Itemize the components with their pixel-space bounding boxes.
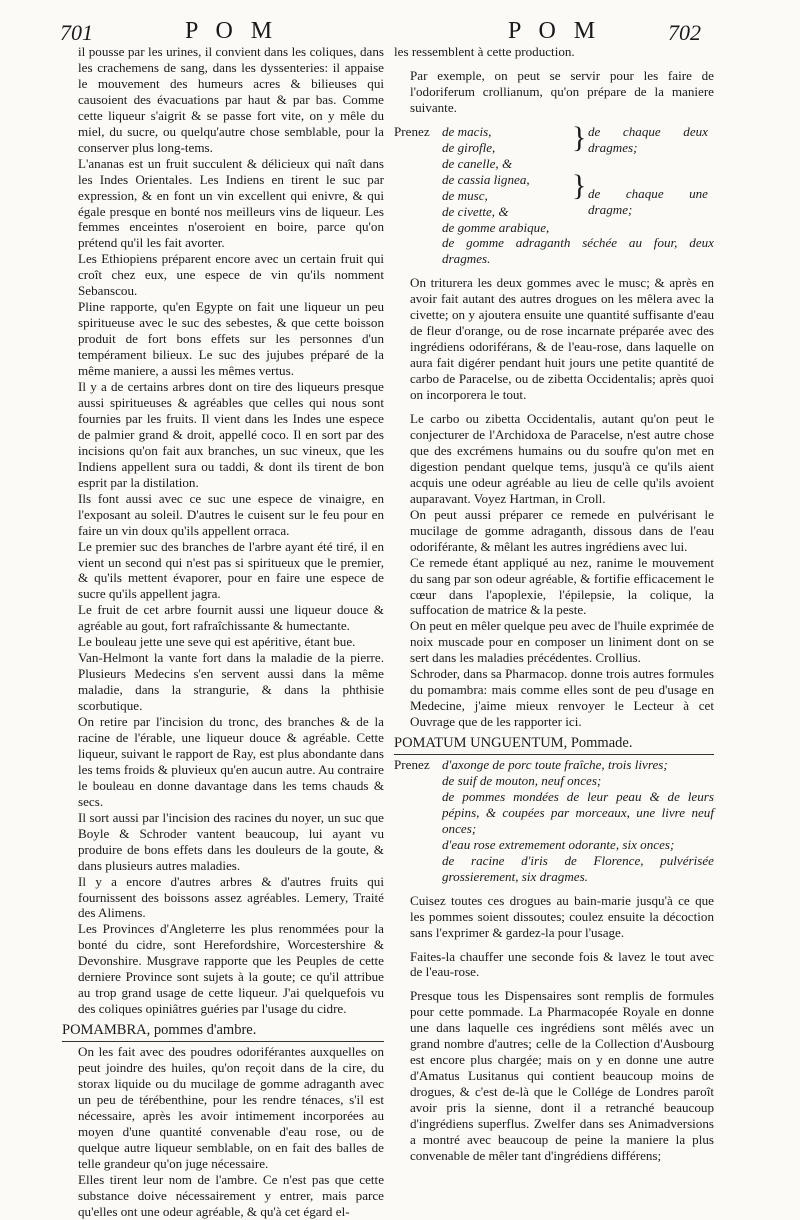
paragraph: Par exemple, on peut se servir pour les faire de l'odoriferum crollianum, qu'on prépare de la maniere suivante. <box>410 67 714 115</box>
paragraph: Le carbo ou zibetta Occidentalis, autant qu'on peut le conjecturer de l'Archidoxa de Paracelse, n'est autre chose que des excrémens humains ou du soufre qu'on met en digestion pendant quelque tems, jusqu'à ce qu'ils aient acquis une odeur agréable au lieu de celle qu'ils avoient auparavant. Voyez Hartman, in Croll. <box>410 411 714 506</box>
paragraph: Ils font aussi avec ce suc une espece de vinaigre, en l'exposant au soleil. D'autres le cuisent sur le feu pour en faire un vin doux qu'ils appellent orraca. <box>78 490 384 538</box>
right-page-number: 702 <box>668 20 701 45</box>
section-heading-pomambra: POMAMBRA, pommes d'ambre. <box>62 1023 384 1042</box>
recipe-line: de girofle, <box>442 139 496 155</box>
paragraph: Schroder, dans sa Pharmacop. donne trois autres formules du pomambra: mais comme elles sont de peu d'usage en Medecine, j'aime mieux renvoyer le Lecteur à cet Ouvrage que de les rapporter ici. <box>410 666 714 730</box>
paragraph: il pousse par les urines, il convient dans les coliques, dans les crachemens de sang, dans les dyssenteries: il appaise le mouvement des humeurs acres & bilieuses qui causoient des évacuations par haut & par bas. Comme cette liqueur s'aigrit & se passe fort vite, on y mêle du miel, du sucre, ou quelqu'autre chose semblable, pour la conserver plus long-tems. <box>78 44 384 155</box>
recipe-line: de gomme adraganth séchée au four, deux dragmes. <box>442 235 714 267</box>
recipe-quantity: de chaque deux dragmes; <box>588 123 708 155</box>
recipe-line: de civette, & <box>442 203 509 219</box>
right-running-head: P O M <box>508 18 602 44</box>
recipe-line: de racine d'iris de Florence, pulvérisée grossierement, six dragmes. <box>442 852 714 884</box>
recipe-line: de gomme arabique, <box>442 219 550 235</box>
paragraph: Cuisez toutes ces drogues au bain-marie jusqu'à ce que les pommes soient dissoutes; coulez ensuite la décoction sans l'exprimer & gardez-la pour l'usage. <box>410 892 714 940</box>
paragraph: Van-Helmont la vante fort dans la maladie de la pierre. Plusieurs Medecins s'en servent aussi dans la même maladie, dans la strangurie, & dans la phthisie scorbutique. <box>78 650 384 714</box>
paragraph: Le premier suc des branches de l'arbre ayant été tiré, il en vient un second qui n'est pas si spiritueux que le premier, & qu'ils mettent évaporer, pour en faire une espece de sucre qu'ils appellent jagra. <box>78 538 384 602</box>
paragraph: les ressemblent à cette production. <box>394 44 575 59</box>
paragraph: Ce remede étant appliqué au nez, ranime le mouvement du sang par son odeur agréable, & fortifie efficacement le cœur dans l'apoplexie, l'épilepsie, la colique, la suffocation de matrice & la peste. <box>410 554 714 618</box>
recipe-lead: Prenez <box>394 757 430 773</box>
paragraph: Il y a de certains arbres dont on tire des liqueurs presque aussi spiritueuses & agréables que celles qui nous sont fournies par les fruits. Il vient dans les Indes une espece de palmier grand & droit, appellé coco. Il en sort par des incisions qu'on fait aux branches, un suc vineux, que les Indiens appellent sura ou taddi, & dont ils tirent de bon esprit par la distilation. <box>78 379 384 490</box>
left-running-head: P O M <box>185 18 279 44</box>
recipe-line: d'axonge de porc toute fraîche, trois livres; <box>442 757 668 773</box>
left-page-number: 701 <box>60 20 93 45</box>
right-column <box>394 44 714 1164</box>
paragraph: Le fruit de cet arbre fournit aussi une liqueur douce & agréable au gout, fort rafraîchissante & humectante. <box>78 602 384 634</box>
recipe-line: de cassia lignea, <box>442 171 530 187</box>
brace-symbol: } <box>572 120 587 154</box>
recipe-line: de suif de mouton, neuf onces; <box>442 772 602 788</box>
recipe-pommade <box>394 757 714 885</box>
paragraph: Il y a encore d'autres arbres & d'autres fruits qui fournissent des boissons assez agréables. Lemery, Traité des Alimens. <box>78 873 384 921</box>
recipe-line: de musc, <box>442 187 488 203</box>
recipe-line: de macis, <box>442 123 492 139</box>
paragraph: Les Provinces d'Angleterre les plus renommées pour la bonté du cidre, sont Herefordshire, Worcestershire & Devonshire. Musgrave rapporte que les Peuples de cette derniere Province sont sujets à la goute; ce qu'il attribue au trop grand usage de cette liqueur. J'ai quelquefois vu des coliques opiniâtres guéries par l'usage du cidre. <box>78 921 384 1017</box>
paragraph: On peut en mêler quelque peu avec de l'huile exprimée de noix muscade pour en composer un liniment dont on se sert dans les maladies précédentes. Crollius. <box>410 618 714 666</box>
paragraph: On peut aussi préparer ce remede en pulvérisant le mucilage de gomme adraganth, dissous dans de l'eau odoriférante, & mêlant les autres ingrédiens avec lui. <box>410 506 714 554</box>
paragraph: Presque tous les Dispensaires sont remplis de formules pour cette pommade. La Pharmacopée Royale en donne une dans laquelle ces ingrédiens sont mêlés avec un grand nombre d'autres; celle de la Collection d'Ausbourg est encore plus chargée; mais on y en donne une autre d'Amatus Lusitanus qui contient beaucoup moins de drogues, & c'est de-là que le Collége de Londres paroît avoir pris la sienne, dont il a retranché beaucoup d'ingrédiens superflus. Zwelfer dans ses Animadversions a montré avec beaucoup de peine la maniere la plus convenable de mêler tant d'ingrédiens différens; <box>410 988 714 1163</box>
recipe-odoriferum <box>394 120 714 268</box>
paragraph: Les Ethiopiens préparent encore avec un certain fruit qui croît chez eux, une espece de vin qu'ils nomment Sebanscou. <box>78 251 384 299</box>
paragraph: On les fait avec des poudres odoriférantes auxquelles on peut joindre des huiles, qu'on reçoit dans de la cire, du storax liquide ou du mucilage de gomme adraganth avec un peu de térébenthine, pour les rendre ténaces, s'il est nécessaire, après les avoir intimement incorporées au moyen d'une quantité convenable d'eau rose, ou de quelque autre liqueur semblable, on en fait des balles de telle grandeur qu'on juge nécessaire. <box>78 1044 384 1171</box>
paragraph: Il sort aussi par l'incision des racines du noyer, un suc que Boyle & Schroder vantent beaucoup, lui ayant vu produire de bons effets dans les douleurs de la goute, & dans plusieurs autres maladies. <box>78 809 384 873</box>
recipe-line: de canelle, & <box>442 155 513 171</box>
recipe-line: de pommes mondées de leur peau & de leurs pépins, & coupées par morceaux, une livre neuf onces; <box>442 788 714 836</box>
brace-symbol: } <box>572 168 587 202</box>
recipe-lead: Prenez <box>394 123 430 139</box>
recipe-line: d'eau rose extremement odorante, six onces; <box>442 836 675 852</box>
recipe-quantity: de chaque une dragme; <box>588 185 708 217</box>
section-heading-pomatum: POMATUM UNGUENTUM, Pommade. <box>394 736 714 755</box>
paragraph: Pline rapporte, qu'en Egypte on fait une liqueur un peu spiritueuse avec le suc des sebestes, & que cette boisson produit de fort bons effets sur les personnes d'un tempérament bilieux. Le suc des jujubes préparé de la même maniere, a aussi les mêmes vertus. <box>78 299 384 379</box>
paragraph: Faites-la chauffer une seconde fois & lavez le tout avec de l'eau-rose. <box>410 948 714 980</box>
paragraph: Elles tirent leur nom de l'ambre. Ce n'est pas que cette substance doive nécessairement y entrer, mais parce qu'elles ont une odeur agréable, & qu'à cet égard el- <box>78 1171 384 1219</box>
left-column <box>62 44 384 1220</box>
paragraph: On triturera les deux gommes avec le musc; & après en avoir fait autant des autres drogues on les mêlera avec la civette; on y ajoutera ensuite une quantité suffisante d'eau de fleur d'orange, ou de rose incarnate préparée avec des ingrédiens odoriférans, & de l'eau-rose, dans laquelle on aura fait digérer pendant huit jours une petite quantité de carbo de Paracelse, ou de zibetta Occidentalis; après quoi on incorporera le tout. <box>410 275 714 403</box>
paragraph: On retire par l'incision du tronc, des branches & de la racine de l'érable, une liqueur douce & agréable. Cette liqueur, suivant le rapport de Ray, est plus abondante dans les tems froids & pluvieux qu'en aucun autre. Au contraire le bouleau en donne davantage dans les tems chauds & secs. <box>78 714 384 809</box>
paragraph: L'ananas est un fruit succulent & délicieux qui naît dans les Indes Orientales. Les Indiens en tirent le suc par expression, & en font un vin excellent qui enivre, & qui égale presque en bonté nos meilleurs vins de liqueur. Les femmes enceintes n'oseroient en boire, parce qu'on prétend qu'il les fait avorter. <box>78 155 384 251</box>
paragraph: Le bouleau jette une seve qui est apéritive, étant bue. <box>78 634 356 650</box>
